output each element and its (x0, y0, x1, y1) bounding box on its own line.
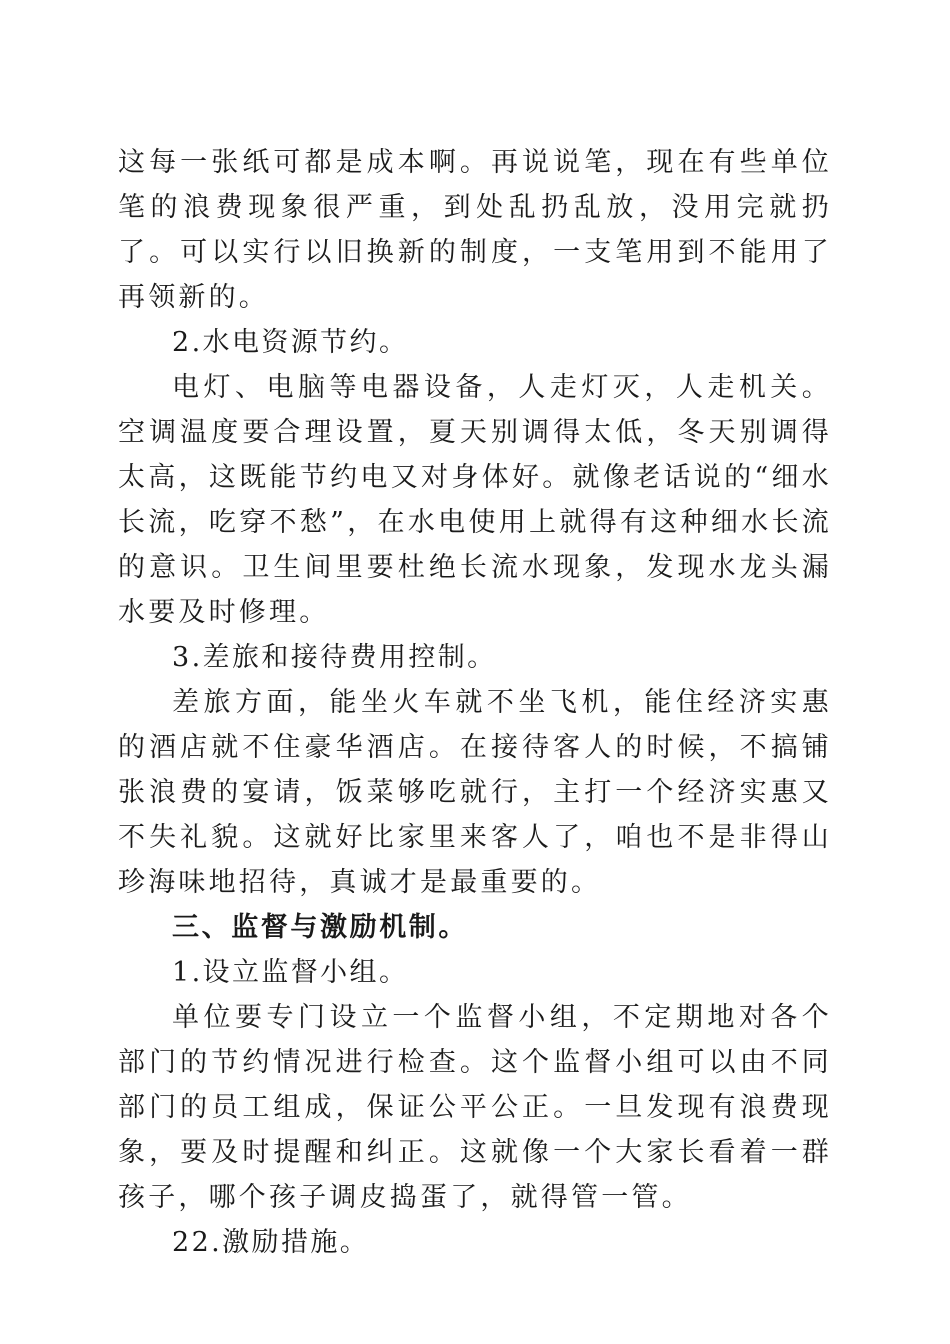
document-body (118, 140, 832, 1265)
subheading-incentives: 22.激励措施。 (172, 1227, 370, 1258)
subheading-supervision-group: 1.设立监督小组。 (172, 957, 409, 988)
subheading-water-electricity: 2.水电资源节约。 (172, 327, 409, 358)
subheading-travel-reception: 3.差旅和接待费用控制。 (172, 642, 497, 673)
paragraph-travel-reception: 差旅方面，能坐火车就不坐飞机，能住经济实惠的酒店就不住豪华酒店。在接待客人的时候，不搞铺张浪费的宴请，饭菜够吃就行，主打一个经济实惠又不失礼貌。这就好比家里来客人了，咱也不是非得山珍海味地招待，真诚才是最重要的。 (118, 687, 832, 898)
paragraph-water-electricity: 电灯、电脑等电器设备，人走灯灭，人走机关。空调温度要合理设置，夏天别调得太低，冬天别调得太高，这既能节约电又对身体好。就像老话说的“细水长流，吃穿不愁”，在水电使用上就得有这种细水长流的意识。卫生间里要杜绝长流水现象，发现水龙头漏水要及时修理。 (118, 372, 832, 628)
section-heading-supervision: 三、监督与激励机制。 (172, 912, 468, 943)
paragraph-supervision-group: 单位要专门设立一个监督小组，不定期地对各个部门的节约情况进行检查。这个监督小组可以由不同部门的员工组成，保证公平公正。一旦发现有浪费现象，要及时提醒和纠正。这就像一个大家长看着一群孩子，哪个孩子调皮捣蛋了，就得管一管。 (118, 1002, 832, 1213)
paragraph-paper-pen-saving: 这每一张纸可都是成本啊。再说说笔，现在有些单位笔的浪费现象很严重，到处乱扔乱放，没用完就扔了。可以实行以旧换新的制度，一支笔用到不能用了再领新的。 (118, 147, 832, 313)
